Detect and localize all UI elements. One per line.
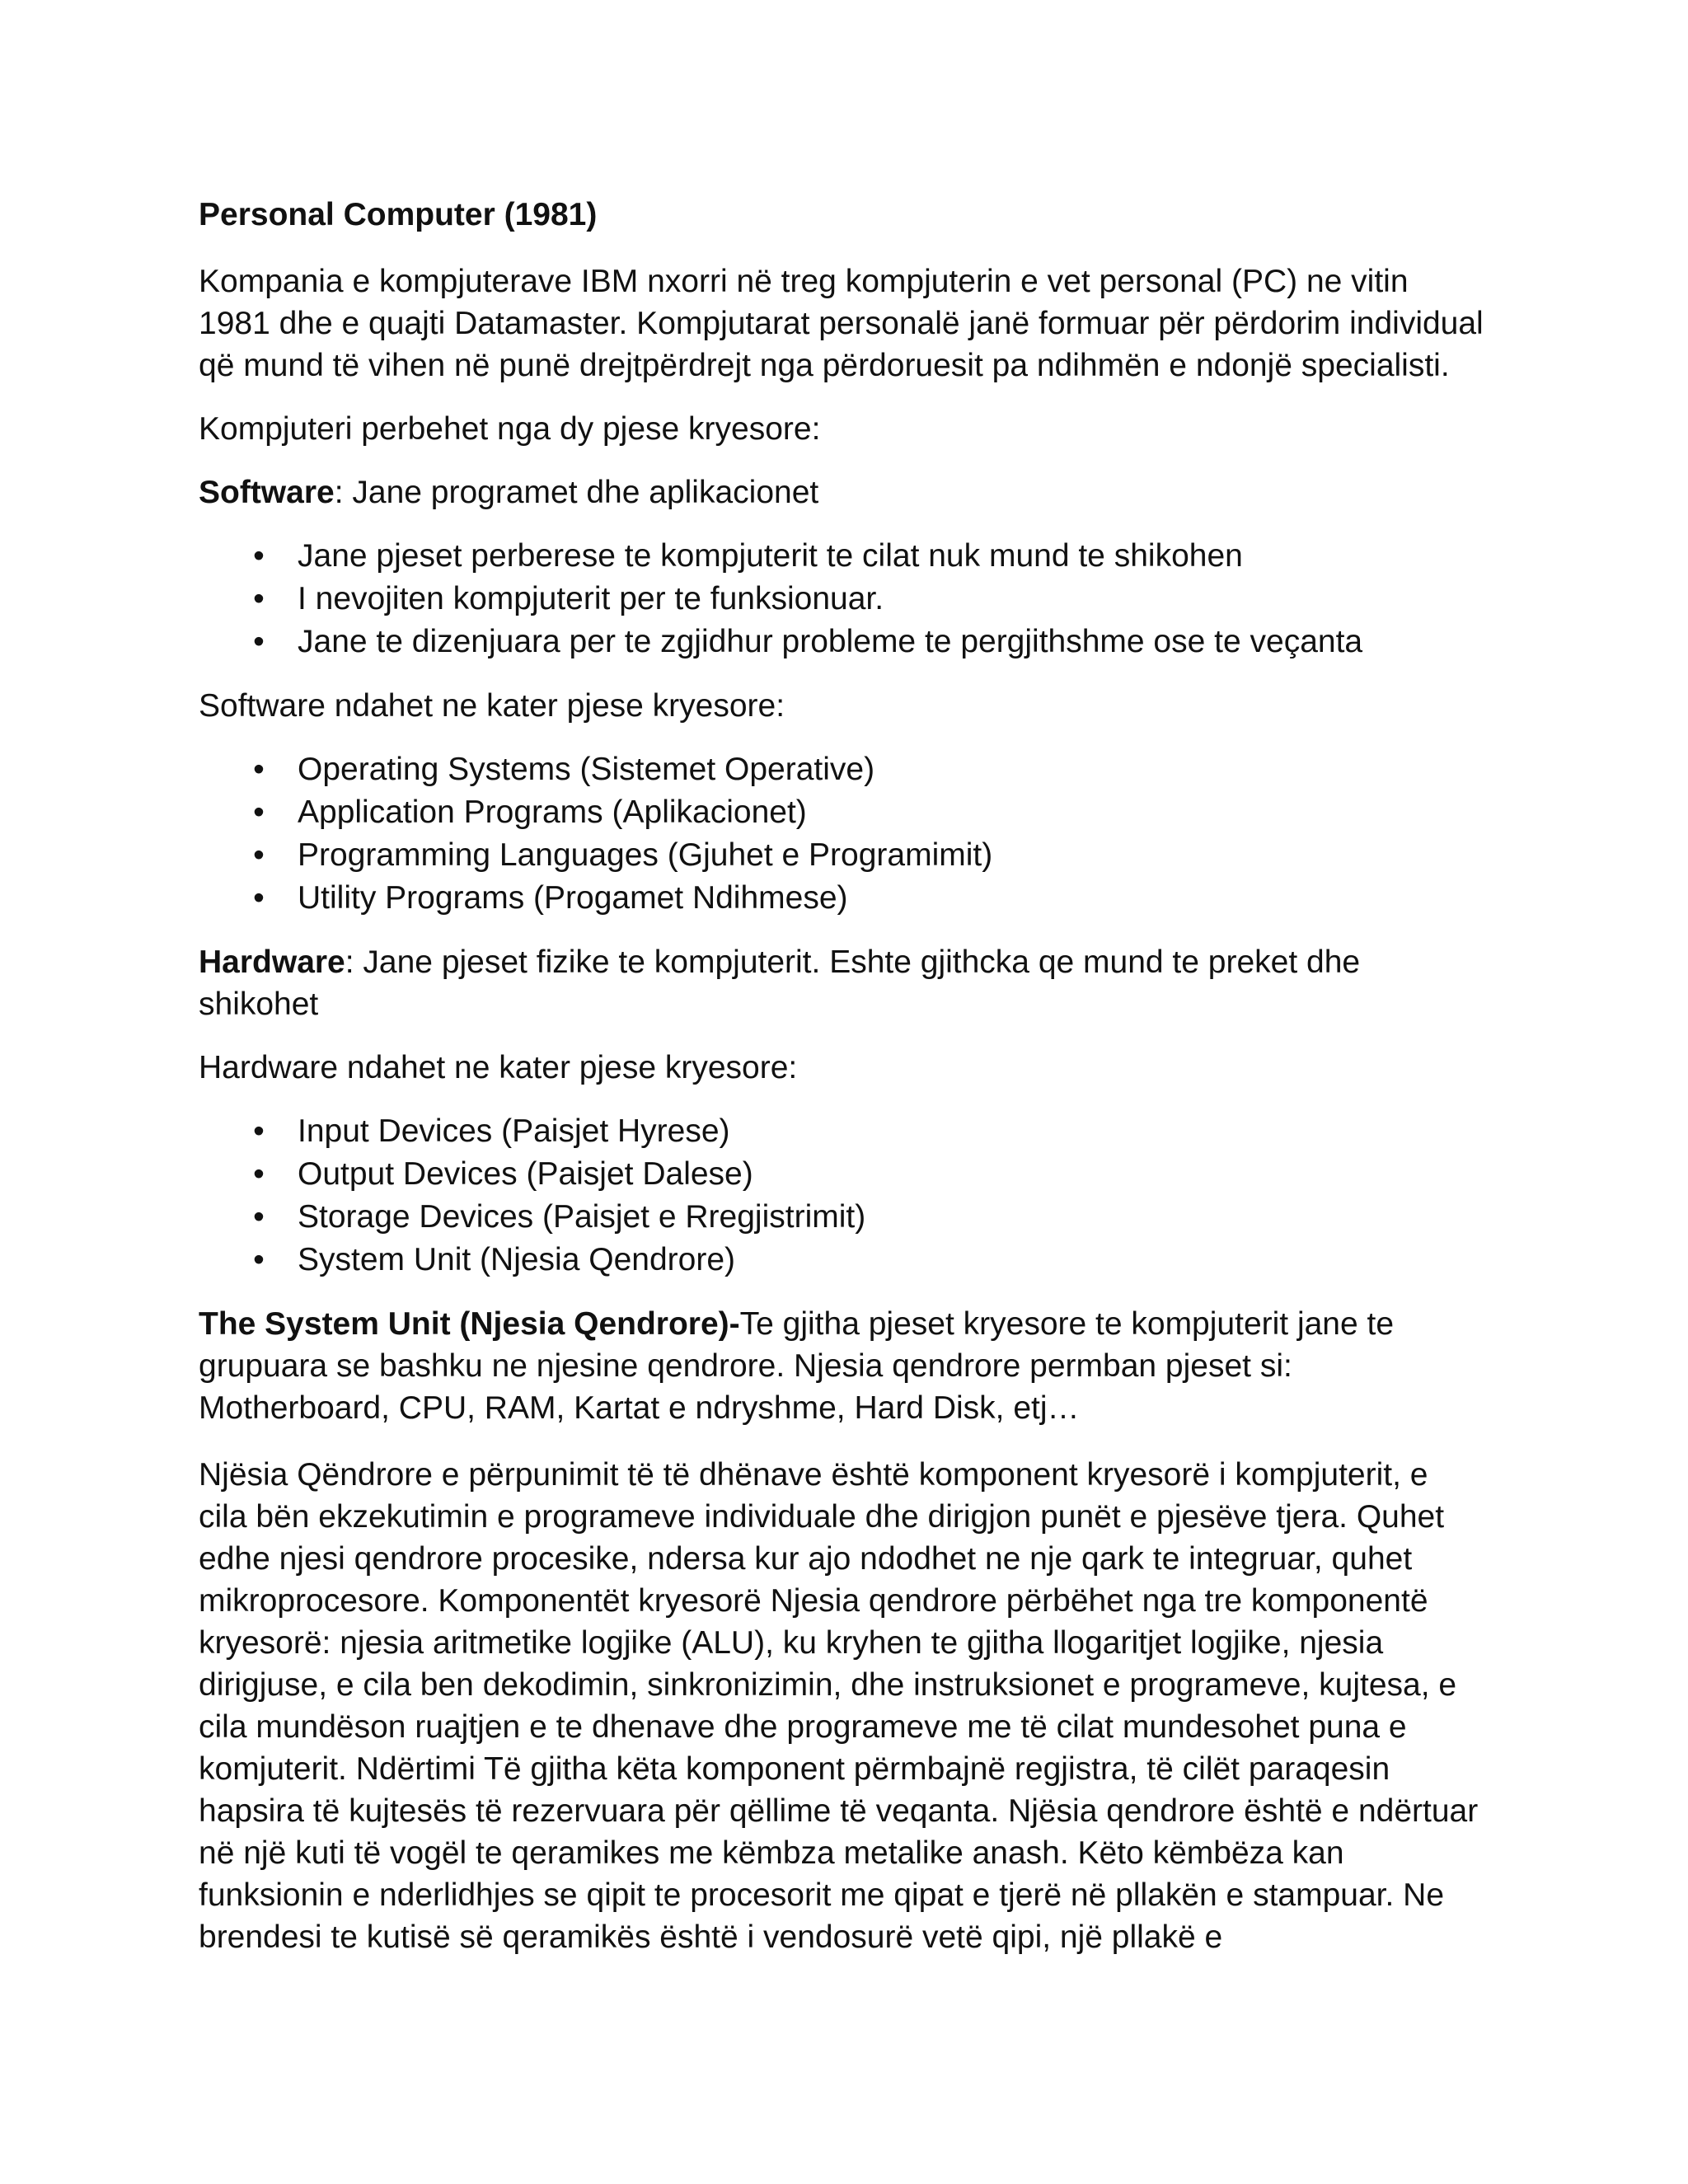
hardware-definition-paragraph: [199, 941, 1484, 1025]
system-unit-paragraph: [199, 1303, 1484, 1429]
software-term: Software: [199, 475, 335, 510]
parts-intro-paragraph: Kompjuteri perbehet nga dy pjese kryesore:: [199, 411, 821, 447]
list-item: • Jane pjeset perberese te kompjuterit te cilat nuk mund te shikohen: [199, 535, 1484, 578]
software-types-list: [199, 748, 1484, 920]
bullet-icon: •: [253, 624, 265, 659]
list-item: • Utility Programs (Progamet Ndihmese): [199, 877, 1484, 920]
list-item: • System Unit (Njesia Qendrore): [199, 1239, 1484, 1282]
hardware-types-list: [199, 1110, 1484, 1282]
cpu-paragraph: Njësia Qëndrore e përpunimit të të dhënave është komponent kryesorë i kompjuterit, e cila bën ekzekutimin e programeve individuale dhe dirigjon punët e pjesëve tjera. Quhet edhe njesi qendrore procesike, ndersa kur ajo ndodhet ne nje qark te integruar, quhet mikroprocesore. Komponentët kryesorë Njesia qendrore përbëhet nga tre komponentë kryesorë: njesia aritmetike logjike (ALU), ku kryhen te gjitha llogaritjet logjike, njesia dirigjuse, e cila ben dekodimin, sinkronizimin, dhe instruksionet e programeve, kujtesa, e cila mundëson ruajtjen e te dhenave dhe programeve me të cilat mundesohet puna e komjuterit. Ndërtimi Të gjitha këta komponent përmbajnë regjistra, të cilët paraqesin hapsira të kujtesës të rezervuara për qëllime të veqanta. Njësia qendrore është e ndërtuar në një kuti të vogël te qeramikes me këmbza metalike anash. Këto këmbëza kan funksionin e nderlidhjes se qipit te procesorit me qipat e tjerë në pllakën e stampuar. Ne brendesi te kutisë së qeramikës është i vendosurë vetë qipi, një pllakë e: [199, 1457, 1479, 1955]
hardware-division-paragraph: Hardware ndahet ne kater pjese kryesore:: [199, 1050, 798, 1085]
bullet-icon: •: [253, 1113, 265, 1149]
list-item: • Storage Devices (Paisjet e Rregjistrimit): [199, 1196, 1484, 1239]
list-item: • I nevojiten kompjuterit per te funksionuar.: [199, 578, 1484, 621]
bullet-icon: •: [253, 794, 265, 830]
list-item: • Application Programs (Aplikacionet): [199, 791, 1484, 834]
list-item: • Input Devices (Paisjet Hyrese): [199, 1110, 1484, 1153]
bullet-icon: •: [253, 752, 265, 787]
intro-paragraph: Kompania e kompjuterave IBM nxorri në treg kompjuterin e vet personal (PC) ne vitin 1981 dhe e quajti Datamaster. Kompjutarat personalë janë formuar për përdorim individual që mund të vihen në punë drejtpërdrejt nga përdoruesit pa ndihmën e ndonjë specialisti.: [199, 264, 1484, 383]
bullet-icon: •: [253, 1199, 265, 1235]
list-item: • Output Devices (Paisjet Dalese): [199, 1153, 1484, 1196]
list-item: • Operating Systems (Sistemet Operative): [199, 748, 1484, 791]
list-item: • Programming Languages (Gjuhet e Programimit): [199, 834, 1484, 877]
software-division-paragraph: Software ndahet ne kater pjese kryesore:: [199, 688, 785, 724]
software-points-list: [199, 535, 1484, 663]
hardware-term: Hardware: [199, 944, 345, 980]
bullet-icon: •: [253, 837, 265, 873]
hardware-definition: : Jane pjeset fizike te kompjuterit. Eshte gjithcka qe mund te preket dhe shikohet: [199, 944, 1361, 1022]
list-item: • Jane te dizenjuara per te zgjidhur probleme te pergjithshme ose te veçanta: [199, 621, 1484, 663]
document-body: [199, 194, 1484, 1980]
software-definition: : Jane programet dhe aplikacionet: [334, 475, 819, 510]
bullet-icon: •: [253, 880, 265, 916]
bullet-icon: •: [253, 581, 265, 616]
system-unit-text: Te gjitha pjeset kryesore te kompjuterit jane te grupuara se bashku ne njesine qendrore. Njesia qendrore permban pjeset si: Motherboard, CPU, RAM, Kartat e ndryshme, Hard Disk, etj…: [199, 1306, 1395, 1426]
bullet-icon: •: [253, 1156, 265, 1192]
bullet-icon: •: [253, 1242, 265, 1277]
document-title: Personal Computer (1981): [199, 197, 598, 232]
bullet-icon: •: [253, 538, 265, 574]
system-unit-term: The System Unit (Njesia Qendrore)-: [199, 1306, 740, 1342]
software-definition-paragraph: [199, 471, 1484, 513]
